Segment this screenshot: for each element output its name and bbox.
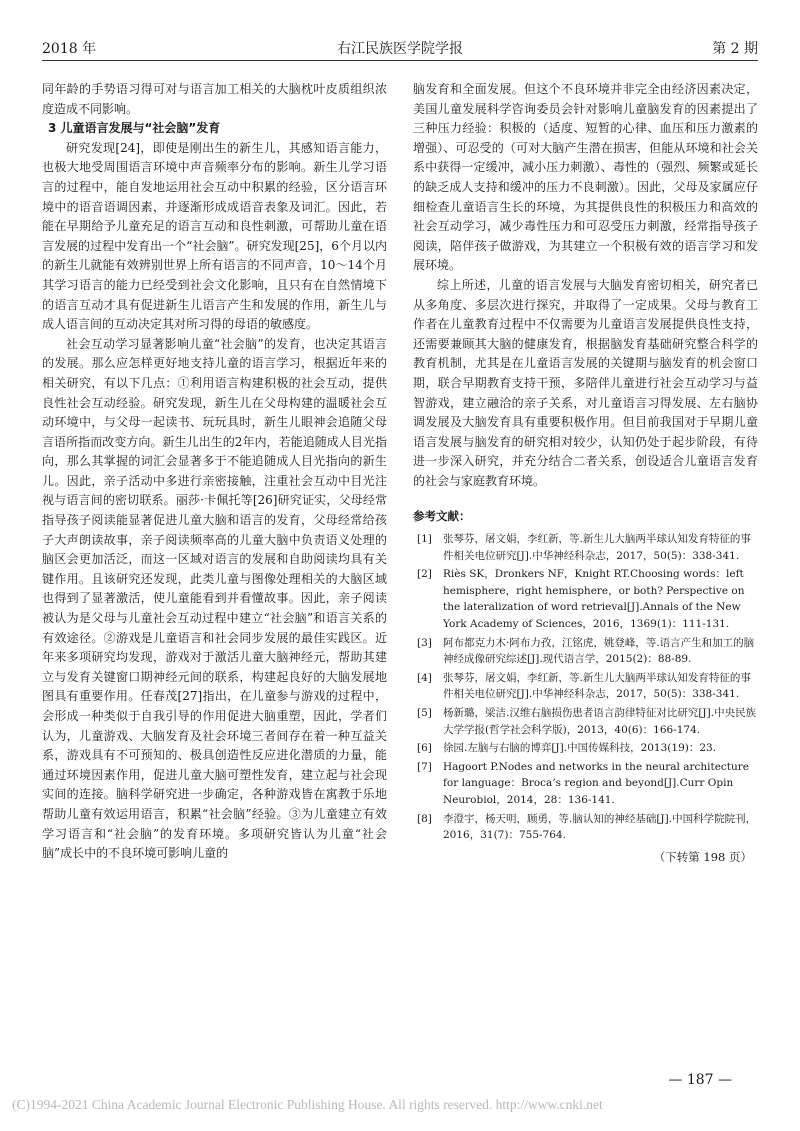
continued-note: （下转第 198 页） — [653, 849, 752, 864]
reference-item — [413, 759, 758, 809]
reference-number: [8] — [417, 812, 432, 825]
reference-item — [413, 566, 758, 632]
paragraph: 综上所述，儿童的语言发展与大脑发育密切相关，研究者已从多角度、多层次进行探究，并取得了一定成果。父母与教育工作者在儿童教育过程中不仅需要为儿童语言发展提供良性支持，还需要兼顾其大脑的健康发育，根据脑发育基础研究整合科学的教育机制，尤其是在儿童语言发展的关键期与脑发育的机会窗口期，联合早期教育支持干预，多陪伴儿童进行社会互动学习与益智游戏，建立融洽的亲子关系，对儿童语言习得发展、左右脑协调发展及大脑发育具有重要积极作用。但目前我国对于早期儿童语言发展与脑发育的研究相对较少，认知仍处于起步阶段，有待进一步深入研究，并充分结合二者关系，创设适合儿童语言发育的社会与家庭教育环境。 — [413, 277, 758, 488]
reference-item — [413, 531, 758, 564]
reference-item — [413, 670, 758, 703]
reference-text: Hagoort P.Nodes and networks in the neural architecture for language：Broca’s region and beyond[J].Curr Opin Neurobiol，2014，28：136-141. — [443, 760, 750, 806]
reference-text: 杨新璐，梁洁.汉维右脑损伤患者语言韵律特征对比研究[J].中央民族大学学报(哲学社会科学版)，2013，40(6)：166-174. — [443, 707, 757, 736]
reference-number: [5] — [417, 707, 432, 719]
reference-item — [413, 740, 758, 757]
paragraph: 研究发现[24]，即使是刚出生的新生儿，其感知语言能力，也极大地受周围语言环境中声音频率分布的影响。新生儿学习语言的过程中，能自发地运用社会互动中积累的经验，区分语言环境中的语音语调因素，并逐渐形成成语音表象及词汇。因此，若能在早期给予儿童充足的语言互动和良性刺激，可帮助儿童在语言发展的过程中发育出一个“社会脑”。研究发现[25]，6个月以内的新生儿就能有效辨别世界上所有语言的不同声音，10～14个月其学习语言的能力已经受到社会文化影响，且只有在自然情境下的语言互动才具有促进新生儿语言产生和发展的作用，新生儿与成人语言间的互动决定其对所习得的母语的敏感度。 — [42, 140, 387, 332]
reference-text: 徐园.左脑与右脑的博弈[J].中国传媒科技，2013(19)：23. — [443, 742, 717, 755]
reference-number: [6] — [417, 742, 432, 755]
reference-text: 阿布都克力木·阿布力孜，江铭虎，姚登峰，等.语言产生和加工的脑神经成像研究综述[J].现代语言学，2015(2)：88-89. — [443, 636, 755, 666]
paragraph: 同年龄的手势语习得可对与语言加工相关的大脑枕叶皮质组织浓度造成不同影响。 — [42, 82, 387, 116]
reference-item — [413, 705, 758, 738]
reference-list — [413, 531, 758, 844]
header-journal-title: 右江民族医学院学报 — [337, 41, 463, 57]
reference-item — [413, 811, 758, 844]
reference-number: [1] — [417, 533, 432, 546]
reference-text: Riès SK，Dronkers NF，Knight RT.Choosing words：left hemisphere，right hemisphere，or both? Perspective on the lateralization of word retrieval[J].Annals of the New York Academy of Sciences，2016，1369(1)：111-131. — [443, 568, 745, 631]
header-issue: 第 2 期 — [712, 41, 758, 57]
section-heading: 3 儿童语言发展与“社会脑”发育 — [48, 121, 221, 136]
paragraph: 脑发育和全面发展。但这个不良环境并非完全由经济因素决定，美国儿童发展科学咨询委员会针对影响儿童脑发育的因素提出了三种压力经验：积极的（适度、短暂的心律、血压和压力激素的增强）、可忍受的（可对大脑产生潜在损害，但能从环境和社会关系中获得一定缓冲，减小压力刺激）、毒性的（强烈、频繁或延长的缺乏成人支持和缓冲的压力不良刺激）。因此，父母及家属应仔细检查儿童语言生长的环境，为其提供良性的积极压力和高效的社会互动学习，减少毒性压力和可忍受压力刺激，经常指导孩子阅读，陪伴孩子做游戏，为其建立一个积极有效的语言学习和发展环境。 — [413, 82, 758, 273]
running-header — [42, 38, 758, 61]
reference-text: 李澄宇，杨天明，顾勇，等.脑认知的神经基础[J].中国科学院院刊，2016，31(7)：755-764. — [443, 812, 757, 842]
reference-number: [4] — [417, 671, 432, 684]
reference-text: 张琴芬，屠文娟，李红新，等.新生儿大脑两半球认知发育特征的事件相关电位研究[J].中华神经科杂志，2017，50(5)：338-341. — [443, 533, 751, 562]
references-heading: 参考文献： — [413, 509, 471, 524]
reference-number: [3] — [417, 636, 432, 649]
paragraph: 社会互动学习显著影响儿童“社会脑”的发育，也决定其语言的发展。那么应怎样更好地支持儿童的语言学习，根据近年来的相关研究，有以下几点：①利用语言构建积极的社会互动，提供良性社会互动经验。研究发现，新生儿在父母构建的温暖社会互动环境中，与父母一起读书、玩玩具时，新生儿眼神会追随父母言语所指而改变方向。新生儿出生的2年内，若能追随成人目光指向，那么其掌握的词汇会显著多于不能追随成人目光指向的新生儿。因此，亲子活动中多进行亲密接触，注重社会互动中目光注视与语言间的密切联系。丽莎·卡佩托等[26]研究证实，父母经常指导孩子阅读能显著促进儿童大脑和语言的发育，父母经常给孩子大声朗读故事，亲子阅读频率高的儿童大脑中负责语义处理的脑区会更加活泛，而这一区域对语言的发展和自助阅读均具有关键作用。且该研究还发现，此类儿童与图像处理相关的大脑区域也得到了显著激活，使儿童能看到并看懂故事。因此，亲子阅读被认为是父母与儿童社会互动过程中建立“社会脑”和语言关系的有效途径。②游戏是儿童语言和社会同步发展的最佳实践区。近年来多项研究均发现，游戏对于激活儿童大脑神经元，帮助其建立与发育关键窗口期神经元间的联系，构建起良好的大脑发展地图具有重要作用。任春茂[27]指出，在儿童参与游戏的过程中，会形成一种类似于自我引导的作用促进大脑重塑，因此，学者们认为，儿童游戏、大脑发育及社会环境三者间存在着一种互益关系，游戏具有不可预知的、极具创造性反应进化潜质的力量，能通过环境因素作用，促进儿童大脑可塑性发育，建立起与社会现实间的连接。脑科学研究进一步确定，各种游戏皆在寓教于乐地帮助儿童有效运用语言，积累“社会脑”经验。③为儿童建立有效学习语言和“社会脑”的发育环境。多项研究皆认为儿童“社会脑”成长中的不良环境可影响儿童的 — [42, 336, 387, 861]
header-year: 2018 年 — [42, 41, 97, 57]
right-column — [413, 80, 758, 867]
page-number: — 187 — — [668, 1072, 732, 1088]
reference-number: [7] — [417, 760, 432, 773]
copyright-watermark: (C)1994-2021 China Academic Journal Electronic Publishing House. All rights reserved. http://www.cnki.net — [12, 1097, 603, 1112]
left-column — [42, 80, 387, 864]
reference-item — [413, 635, 758, 668]
reference-text: 张琴芬，屠文娟，李红新，等.新生儿大脑两半球认知发育特征的事件相关电位研究[J].中华神经科杂志，2017，50(5)：338-341. — [443, 671, 751, 701]
reference-number: [2] — [417, 568, 432, 581]
